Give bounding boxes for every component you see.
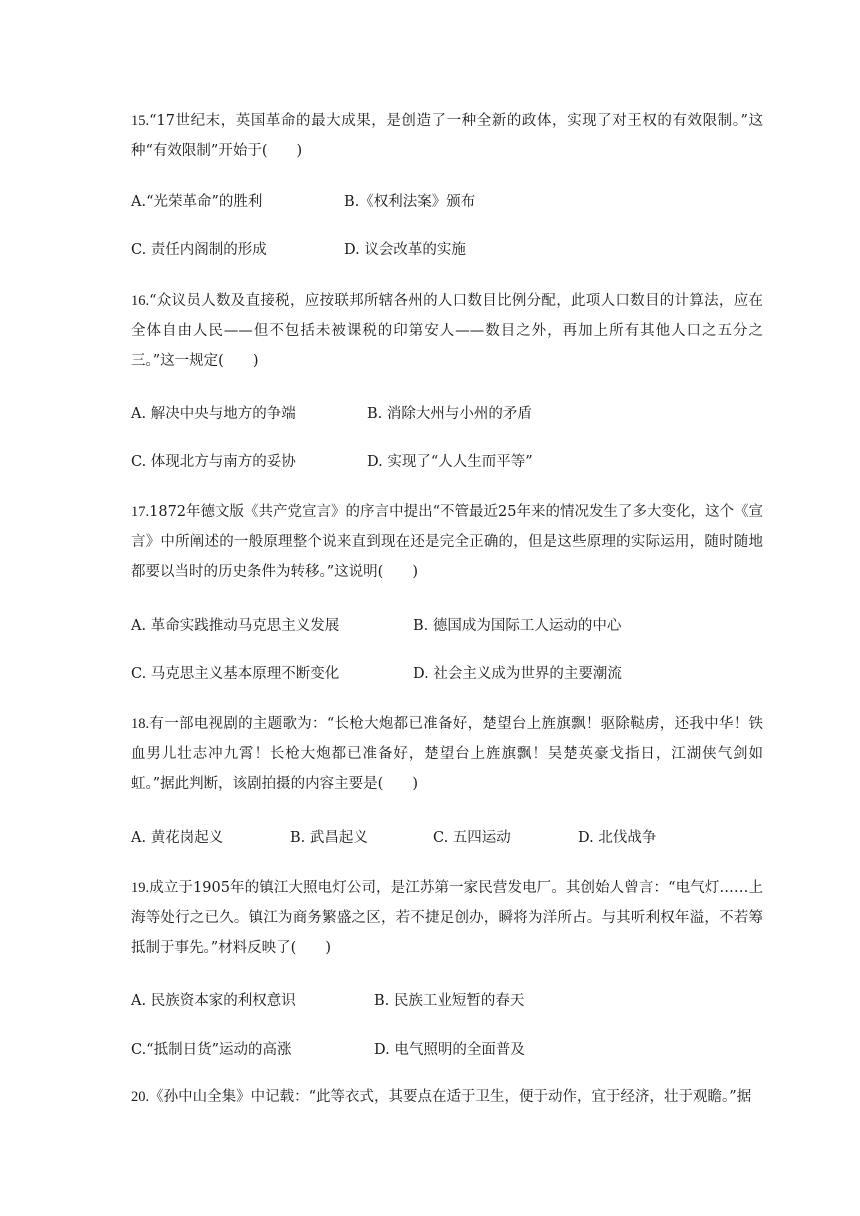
question-stem: “众议员人数及直接税，应按联邦所辖各州的人口数目比例分配，此项人口数目的计算法，应在全体自由人民——但不包括未被课税的印第安人——数目之外，再加上所有其他人口之五分之三。”这一规定( ) xyxy=(131,293,763,369)
question-number: 18. xyxy=(131,716,150,732)
option-a[interactable]: A. 革命实践推动马克思主义发展 xyxy=(131,618,340,634)
option-d[interactable]: D. 社会主义成为世界的主要潮流 xyxy=(413,666,622,682)
option-a[interactable]: A.“光荣革命”的胜利 xyxy=(131,194,263,210)
question-17 xyxy=(131,497,763,587)
question-number: 15. xyxy=(131,113,150,129)
option-a[interactable]: A. 民族资本家的利权意识 xyxy=(131,993,296,1009)
question-15 xyxy=(131,106,763,166)
option-c[interactable]: C. 马克思主义基本原理不断变化 xyxy=(131,666,340,682)
option-d[interactable]: D. 电气照明的全面普及 xyxy=(374,1042,525,1058)
option-a[interactable]: A. 黄花岗起义 xyxy=(131,830,224,846)
question-number: 19. xyxy=(131,880,150,896)
option-c[interactable]: C. 责任内阁制的形成 xyxy=(131,242,267,258)
question-stem: 有一部电视剧的主题歌为：“长枪大炮都已准备好，楚望台上旌旗飘！驱除鞑虏，还我中华！铁血男儿壮志冲九霄！长枪大炮都已准备好，楚望台上旌旗飘！吴楚英豪戈指日，江湖侠气剑如虹。”据此判断，该剧拍摄的内容主要是( ) xyxy=(131,716,763,792)
option-d[interactable]: D. 议会改革的实施 xyxy=(344,242,466,258)
question-stem: “17世纪末，英国革命的最大成果，是创造了一种全新的政体，实现了对王权的有效限制。”这种“有效限制”开始于( ) xyxy=(131,113,763,159)
question-19 xyxy=(131,873,763,963)
option-b[interactable]: B. 德国成为国际工人运动的中心 xyxy=(413,618,622,634)
option-b[interactable]: B. 武昌起义 xyxy=(290,830,368,846)
option-d[interactable]: D. 北伐战争 xyxy=(578,830,657,846)
option-d[interactable]: D. 实现了“人人生而平等” xyxy=(367,454,533,470)
option-b[interactable]: B. 消除大州与小州的矛盾 xyxy=(367,406,532,422)
option-b[interactable]: B. 民族工业短暂的春天 xyxy=(374,993,525,1009)
option-c[interactable]: C. 体现北方与南方的妥协 xyxy=(131,454,296,470)
question-18 xyxy=(131,709,763,799)
question-16 xyxy=(131,286,763,376)
question-stem: 成立于1905年的镇江大照电灯公司，是江苏第一家民营发电厂。其创始人曾言：“电气灯……上海等处行之已久。镇江为商务繁盛之区，若不捷足创办，瞬将为洋所占。与其听利权年溢，不若筹抵制于事先。”材料反映了( ) xyxy=(131,880,763,956)
question-20 xyxy=(131,1082,763,1112)
question-stem: 《孙中山全集》中记载：“此等衣式，其要点在适于卫生，便于动作，宜于经济，壮于观瞻。”据 xyxy=(149,1089,752,1105)
question-stem: 1872年德文版《共产党宣言》的序言中提出“不管最近25年来的情况发生了多大变化，这个《宣言》中所阐述的一般原理整个说来直到现在还是完全正确的，但是这些原理的实际运用，随时随地都要以当时的历史条件为转移。”这说明( ) xyxy=(131,504,763,580)
question-number: 17. xyxy=(131,504,150,520)
option-c[interactable]: C.“抵制日货”运动的高涨 xyxy=(131,1042,292,1058)
question-number: 20. xyxy=(131,1089,150,1105)
option-b[interactable]: B.《权利法案》颁布 xyxy=(344,194,476,210)
question-number: 16. xyxy=(131,293,150,309)
option-a[interactable]: A. 解决中央与地方的争端 xyxy=(131,406,296,422)
option-c[interactable]: C. 五四运动 xyxy=(433,830,511,846)
